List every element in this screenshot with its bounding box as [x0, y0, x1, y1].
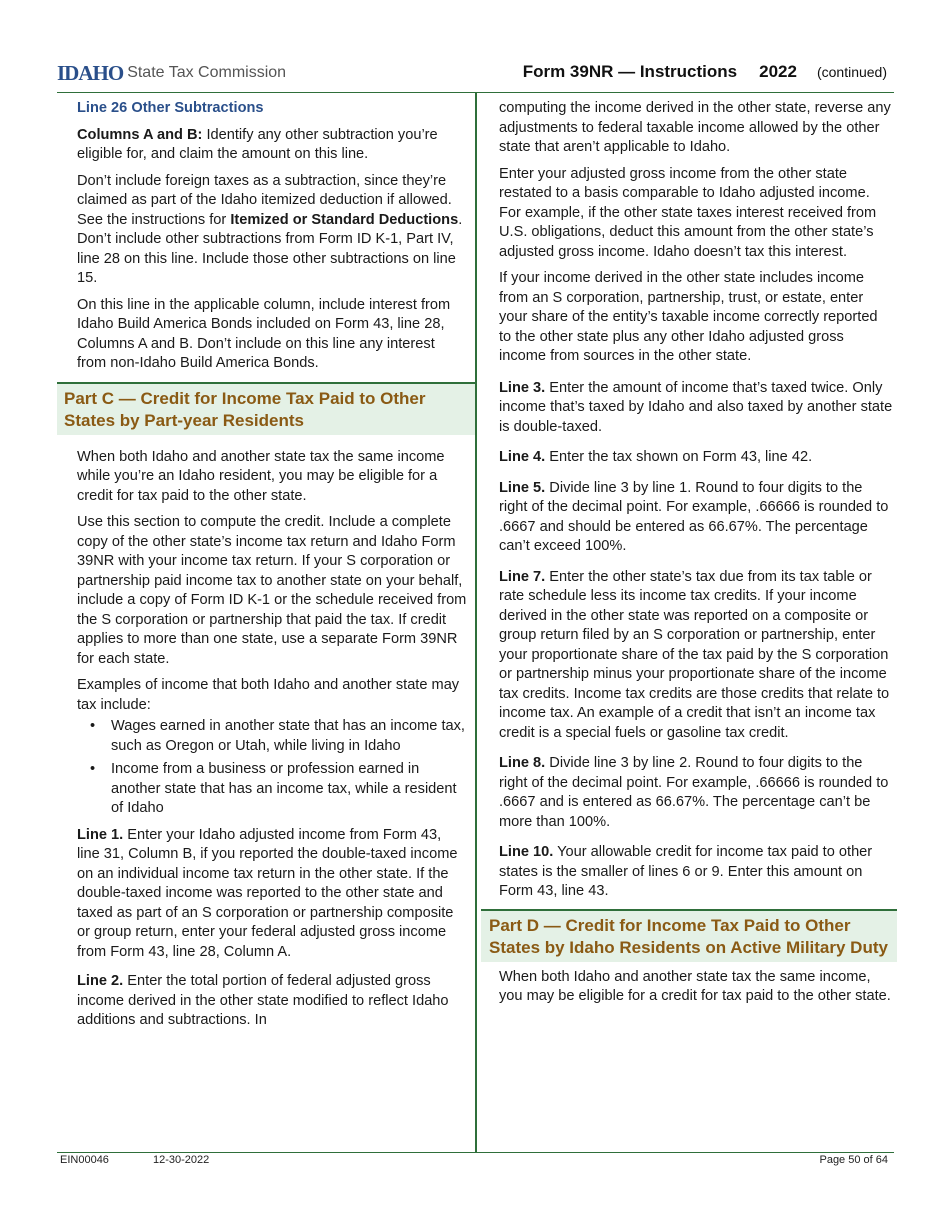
left-column [57, 99, 475, 1038]
paragraph: Examples of income that both Idaho and another state may tax include: [77, 677, 460, 713]
list-item: • Wages earned in another state that has an income tax, such as Oregon or Utah, while living in Idaho [111, 717, 467, 756]
part-c-heading: Part C — Credit for Income Tax Paid to Other States by Part-year Residents [57, 382, 475, 435]
revision-date: 12-30-2022 [153, 1154, 210, 1166]
right-column [477, 99, 897, 1014]
form-year: 2022 [759, 62, 797, 81]
line-label: Line 2. [77, 973, 124, 989]
line-label: Line 1. [77, 826, 124, 843]
continued-label: (continued) [816, 64, 887, 80]
paragraph-text: Divide line 3 by line 1. Round to four digits to the right of the decimal point. For example, .66666 is rounded to .6667 and should be entered as 66.67%. The percentage can’t exceed 100%. [499, 479, 889, 554]
paragraph [499, 379, 893, 438]
paragraph: When both Idaho and another state tax the same income while you’re an Idaho resident, you may be eligible for a credit for tax paid to the other state. [77, 448, 445, 504]
paragraph [77, 826, 467, 963]
paragraph: computing the income derived in the other state, reverse any adjustments to federal taxable income allowed by the other state that aren’t applicable to Idaho. [499, 100, 891, 155]
paragraph-text: Enter the tax shown on Form 43, line 42. [545, 449, 813, 465]
form-title: Form 39NR — Instructions [522, 62, 738, 81]
logo-wordmark: IDAHO [57, 60, 124, 85]
line-label: Line 10. [499, 844, 554, 860]
bold-reference: Itemized or Standard Deductions [230, 211, 459, 228]
paragraph-text: . Don’t include other subtractions from Form ID K-1, Part IV, line 28 on this line. Include those other subtractions on line 15. [77, 211, 463, 286]
form-code: EIN00046 [60, 1154, 109, 1166]
paragraph-text: Enter your Idaho adjusted income from Form 43, line 31, Column B, if you reported the double-taxed income on an individual income tax return in the other state. If the double-taxed income was reported to the other state and taxed as part of an S corporation or partnership composite or group return, enter your federal adjusted gross income from Form 43, line 28, Column A. [77, 826, 458, 960]
line-label: Line 4. [499, 449, 546, 465]
line-label: Line 5. [499, 479, 546, 496]
paragraph: On this line in the applicable column, include interest from Idaho Build America Bonds included on Form 43, line 28, Columns A and B. Don’t include on this line any interest from non-Idaho Build America Bonds. [77, 296, 451, 371]
paragraph-text: Enter the amount of income that’s taxed twice. Only income that’s taxed by Idaho and also taxed by another state is double-taxed. [499, 379, 893, 435]
paragraph [499, 479, 893, 557]
logo [57, 60, 286, 86]
paragraph-text: Divide line 3 by line 2. Round to four digits to the right of the decimal point. For example, .66666 is rounded to .6667 and is entered as 66.67%. The percentage can’t be more than 100%. [499, 755, 889, 830]
paragraph: Use this section to compute the credit. Include a complete copy of the other state’s income tax return and Idaho Form 39NR with your income tax return. If your S corporation or partnership paid income tax to another state on your behalf, include a copy of Form ID K-1 or the schedule received from the S corporation or partnership that paid the tax. If credit applies to more than one state, use a separate Form 39NR for each state. [77, 514, 467, 667]
paragraph-text: Don’t include foreign taxes as a subtraction, since they’re claimed as part of the Idaho itemized deduction if allowed. See the instructions for [77, 172, 452, 228]
paragraph: When both Idaho and another state tax the same income, you may be eligible for a credit for tax paid to the other state. [499, 968, 891, 1004]
paragraph [499, 568, 893, 744]
list-item: • Income from a business or profession earned in another state that has an income tax, while a resident of Idaho [111, 760, 467, 819]
paragraph-text: Identify any other subtraction you’re eligible for, and claim the amount on this line. [77, 126, 438, 162]
paragraph [499, 843, 893, 902]
footer-divider [57, 1152, 894, 1153]
logo-subtitle: State Tax Commission [127, 64, 287, 81]
part-d-heading: Part D — Credit for Income Tax Paid to Other States by Idaho Residents on Active Military Duty [481, 909, 897, 962]
paragraph: If your income derived in the other state includes income from an S corporation, partnership, trust, or estate, enter your share of the entity’s taxable income correctly reported to the other state plus any other Idaho adjusted gross income from sources in the other state. [499, 270, 878, 364]
line26-heading: Line 26 Other Subtractions [77, 100, 264, 116]
paragraph [499, 754, 893, 832]
paragraph-text: Enter the other state’s tax due from its tax table or rate schedule less its income tax credits. If your income derived in the other state was reported on a composite or group return filed by an S corporation or partnership, enter your proportionate share of the tax paid by the S corporation or partnership minus your proportionate share of the income tax credits. Income tax credits are those credits that relate to income tax. An example of a credit that isn’t an income tax credit is a special fuels or gasoline tax credit. [499, 568, 890, 741]
line-label: Line 8. [499, 755, 546, 771]
paragraph [77, 972, 467, 1031]
line-label: Line 3. [499, 379, 546, 396]
bold-label: Columns A and B: [77, 126, 203, 143]
paragraph: Enter your adjusted gross income from the other state restated to a basis comparable to Idaho adjusted income. For example, if the other state taxes interest received from U.S. obligations, deduct this amount from the other state’s adjusted gross income. Idaho doesn’t tax this interest. [499, 165, 877, 260]
paragraph-text: Enter the total portion of federal adjusted gross income derived in the other state modified to reflect Idaho additions and subtractions. In [77, 973, 449, 1028]
paragraph [499, 448, 893, 468]
page-header-title [523, 62, 887, 82]
line-label: Line 7. [499, 568, 546, 585]
example-list [77, 717, 467, 819]
paragraph [77, 126, 467, 165]
paragraph [77, 172, 467, 289]
page-number: Page 50 of 64 [819, 1154, 888, 1166]
paragraph-text: Your allowable credit for income tax paid to other states is the smaller of lines 6 or 9. Enter this amount on Form 43, line 43. [499, 844, 873, 899]
